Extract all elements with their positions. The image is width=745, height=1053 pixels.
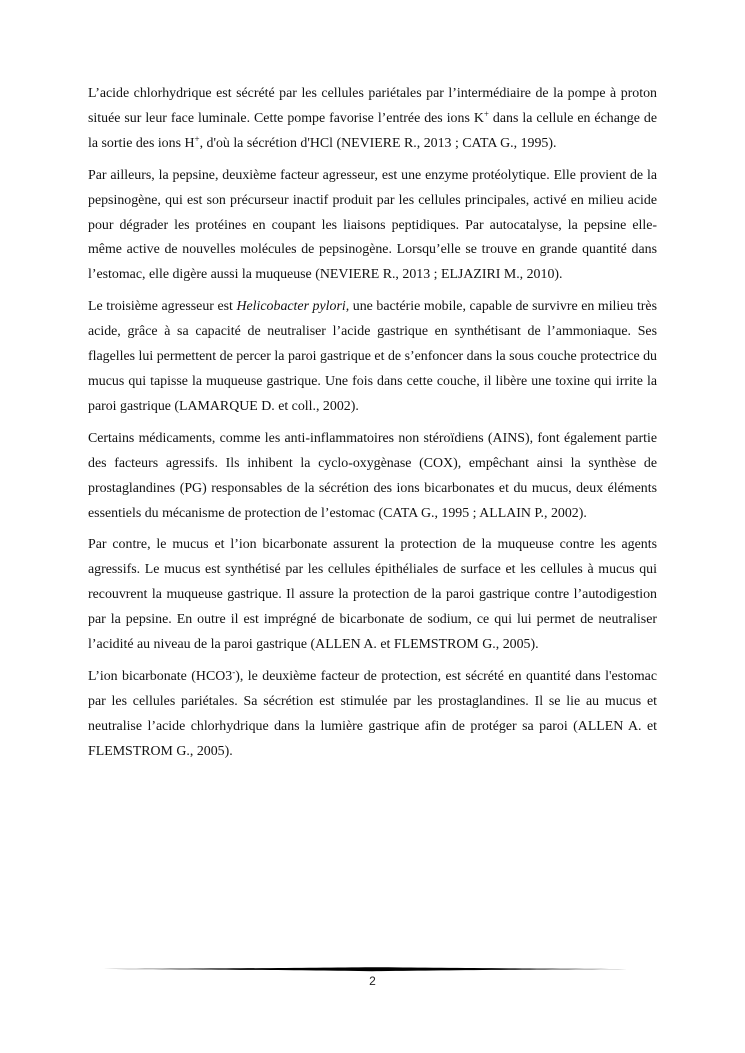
paragraph-mucus: Par contre, le mucus et l’ion bicarbonate assurent la protection de la muqueuse contre les agents agressifs. Le mucus est synthétisé par les cellules épithéliales de surface et les cellules à mucus qui recouvrent la muqueuse gastrique. Il assure la protection de la paroi gastrique contre l’autodigestion par la pepsine. En outre il est imprégné de bicarbonate de sodium, ce qui lui permet de neutraliser l’acidité au niveau de la paroi gastrique (ALLEN A. et FLEMSTROM G., 2005). <box>88 537 657 653</box>
footer-rule <box>103 966 641 972</box>
paragraph-bicarbonate <box>88 665 657 765</box>
italic-species-name: Helicobacter pylori, <box>236 299 350 315</box>
paragraph-text: L’acide chlorhydrique est sécrété par les cellules pariétales par l’intermédiaire de la pompe à proton située sur leur face luminale. Cette pompe favorise l’entrée des ions K <box>88 86 657 126</box>
page-body <box>88 82 657 772</box>
paragraph-text: , d'où la sécrétion d'HCl (NEVIERE R., 2013 ; CATA G., 1995). <box>199 135 557 151</box>
paragraph-helicobacter <box>88 295 657 420</box>
paragraph-text: une bactérie mobile, capable de survivre en milieu très acide, grâce à sa capacité de neutraliser l’acide gastrique en synthétisant de l’ammoniaque. Ses flagelles lui permettent de percer la paroi gastrique et de s’enfoncer dans la sous couche protectrice du mucus qui tapisse la muqueuse gastrique. Une fois dans cette couche, il libère une toxine qui irrite la paroi gastrique (LAMARQUE D. et coll., 2002). <box>88 299 657 414</box>
paragraph-hcl-secretion <box>88 82 657 157</box>
paragraph-ains: Certains médicaments, comme les anti-inflammatoires non stéroïdiens (AINS), font également partie des facteurs agressifs. Ils inhibent la cyclo-oxygènase (COX), empêchant ainsi la synthèse de prostaglandines (PG) responsables de la sécrétion des ions bicarbonates et du mucus, deux éléments essentiels du mécanisme de protection de l’estomac (CATA G., 1995 ; ALLAIN P., 2002). <box>88 430 657 521</box>
footer-rule-swoosh <box>103 967 641 971</box>
paragraph-text: L’ion bicarbonate (HCO3 <box>88 668 233 684</box>
superscript-plus: + <box>194 133 200 144</box>
page-number: 2 <box>369 974 376 988</box>
paragraph-pepsine: Par ailleurs, la pepsine, deuxième facteur agresseur, est une enzyme protéolytique. Elle provient de la pepsinogène, qui est son précurseur inactif produit par les cellules principales, activé en milieu acide pour dégrader les protéines en coupant les liaisons peptidiques. Par autocatalyse, la pepsine elle-même active de nouvelles molécules de pepsinogène. Lorsqu’elle se trouve en grande quantité dans l’estomac, elle digère aussi la muqueuse (NEVIERE R., 2013 ; ELJAZIRI M., 2010). <box>88 167 657 283</box>
paragraph-text: ), le deuxième facteur de protection, est sécrété en quantité dans l'estomac par les cellules pariétales. Sa sécrétion est stimulée par les prostaglandines. Il se lie au mucus et neutralise l’acide chlorhydrique dans la lumière gastrique afin de protéger sa paroi (ALLEN A. et FLEMSTROM G., 2005). <box>88 668 657 759</box>
superscript-minus: - <box>232 666 236 677</box>
paragraph-text: dans la cellule en échange de la sortie des ions H <box>88 110 658 151</box>
superscript-plus: + <box>483 108 489 119</box>
paragraph-text: Le troisième agresseur est <box>88 299 237 315</box>
